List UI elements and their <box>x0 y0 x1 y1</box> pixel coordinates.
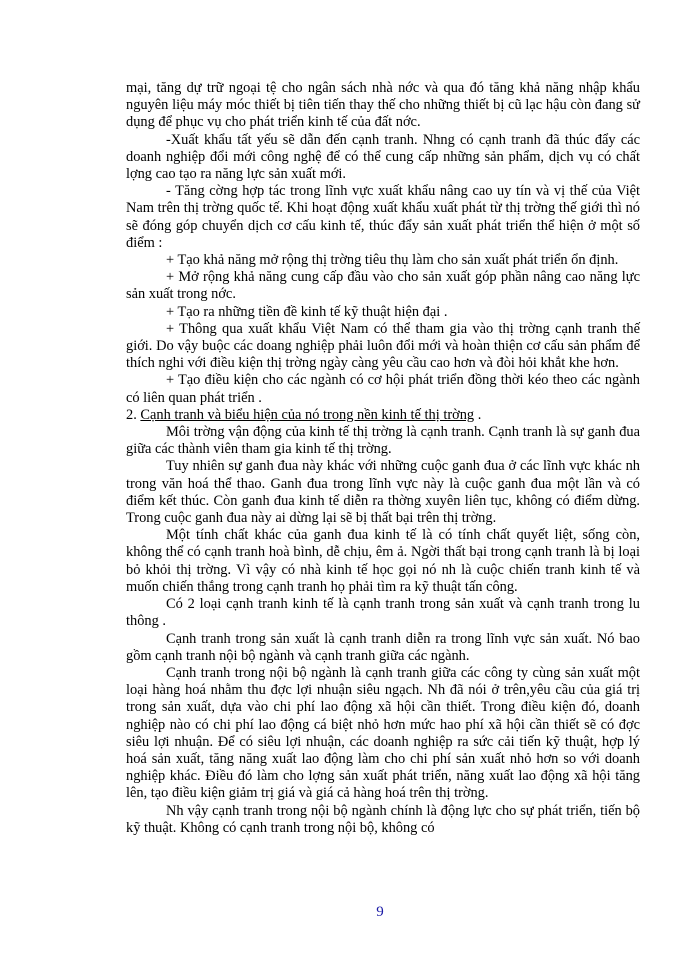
paragraph: + Tạo điều kiện cho các ngành có cơ hội phát triển đồng thời kéo theo các ngành có liên quan phát triển . <box>126 372 640 406</box>
paragraph: Cạnh tranh trong sản xuất là cạnh tranh diễn ra trong lĩnh vực sản xuất. Nó bao gồm cạnh tranh nội bộ ngành và cạnh tranh giữa các ngành. <box>126 630 640 664</box>
paragraph: -Xuất khẩu tất yếu sẽ dẫn đến cạnh tranh. Nhng có cạnh tranh đã thúc đẩy các doanh nghiệp đổi mới công nghệ để có thể cung cấp những sản phẩm, dịch vụ có chất lợng cao tạo ra năng lực sản xuất mới. <box>126 131 640 183</box>
paragraph: - Tăng cờng hợp tác trong lĩnh vực xuất khẩu nâng cao uy tín và vị thế của Việt Nam trên thị trờng quốc tế. Khi hoạt động xuất khẩu xuất phát từ thị trờng thế giới thì nó sẽ đóng góp chuyển dịch cơ cấu kinh tế, thúc đẩy sản xuất phát triển thể hiện ở một số điểm : <box>126 183 640 251</box>
paragraph: + Tạo ra những tiền đề kinh tế kỹ thuật hiện đại . <box>166 303 448 320</box>
section-number: 2. <box>126 406 137 423</box>
paragraph: Có 2 loại cạnh tranh kinh tế là cạnh tranh trong sản xuất và cạnh tranh trong lu thông . <box>126 596 640 630</box>
paragraph: Tuy nhiên sự ganh đua này khác với những cuộc ganh đua ở các lĩnh vực khác nh trong văn hoá thể thao. Ganh đua trong lĩnh vực này là cuộc ganh đua một lần và có điểm kết thúc. Còn ganh đua kinh tế diễn ra thờng xuyên liên tục, không có điểm dừng. Trong cuộc ganh đua này ai dừng lại sẽ bị thất bại trên thị trờng. <box>126 458 640 527</box>
paragraph: + Thông qua xuất khẩu Việt Nam có thể tham gia vào thị trờng cạnh tranh thế giới. Do vậy buộc các doang nghiệp phải luôn đổi mới và hoàn thiện cơ cấu sản phẩm để thích nghi với điều kiện thị trờng ngày càng yêu cầu cao hơn và đòi hỏi khắt khe hơn. <box>126 320 640 372</box>
paragraph: Nh vậy cạnh tranh trong nội bộ ngành chính là động lực cho sự phát triển, tiến bộ kỹ thuật. Không có cạnh tranh trong nội bộ, không có <box>126 802 640 836</box>
section-title-suffix: . <box>477 406 482 423</box>
section-title: Cạnh tranh và biểu hiện của nó trong nền kinh tế thị trờng <box>140 406 475 423</box>
paragraph: + Mở rộng khả năng cung cấp đầu vào cho sản xuất góp phần nâng cao năng lực sản xuất trong nớc. <box>126 269 640 303</box>
paragraph: mại, tăng dự trữ ngoại tệ cho ngân sách nhà nớc và qua đó tăng khả năng nhập khẩu nguyên liệu máy móc thiết bị tiên tiến thay thế cho những thiết bị cũ lạc hậu còn đang sử dụng để phục vụ cho phát triển kinh tế của đất nớc. <box>126 80 640 131</box>
page-number: 9 <box>376 904 384 920</box>
page-body <box>126 80 640 837</box>
paragraph: Cạnh tranh trong nội bộ ngành là cạnh tranh giữa các công ty cùng sản xuất một loại hàng hoá nhằm thu đợc lợi nhuận siêu ngạch. Nh đã nói ở trên,yêu cầu của giá trị trong sản xuất, dựa vào chi phí lao động xã hội cần thiết. Trong điều kiện đó, doanh nghiệp nào có chi phí lao động cá biệt nhỏ hơn mức hao phí xã hội cần thiết sẽ có đợc siêu lợi nhuận. Để có siêu lợi nhuận, các doanh nghiệp ra sức cải tiến kỹ thuật, hợp lý hoá sản xuất, tăng năng xuất lao động làm cho chi phí sản xuất nhỏ hơn so với doanh nghiệp khác. Điều đó làm cho lợng sản xuất phát triển, năng xuất lao động xã hội tăng lên, tạo điều kiện giảm trị giá và giá cả hàng hoá trên thị trờng. <box>126 664 640 802</box>
paragraph: + Tạo khả năng mở rộng thị trờng tiêu thụ làm cho sản xuất phát triển ổn định. <box>166 252 619 269</box>
paragraph: Môi trờng vận động của kinh tế thị trờng là cạnh tranh. Cạnh tranh là sự ganh đua giữa các thành viên tham gia kinh tế thị trờng. <box>126 424 640 458</box>
section-heading <box>126 407 640 424</box>
paragraph: Một tính chất khác của ganh đua kinh tế là có tính chất quyết liệt, sống còn, không thể có cạnh tranh hoà bình, dễ chịu, êm ả. Ngời thất bại trong cạnh tranh là bị loại bỏ khỏi thị trờng. Vì vậy có nhà kinh tế học gọi nó nh là cuộc chiến tranh kinh tế và muốn chiến thắng trong cạnh tranh họ phải tìm ra kỹ thuật tấn công. <box>126 527 640 595</box>
